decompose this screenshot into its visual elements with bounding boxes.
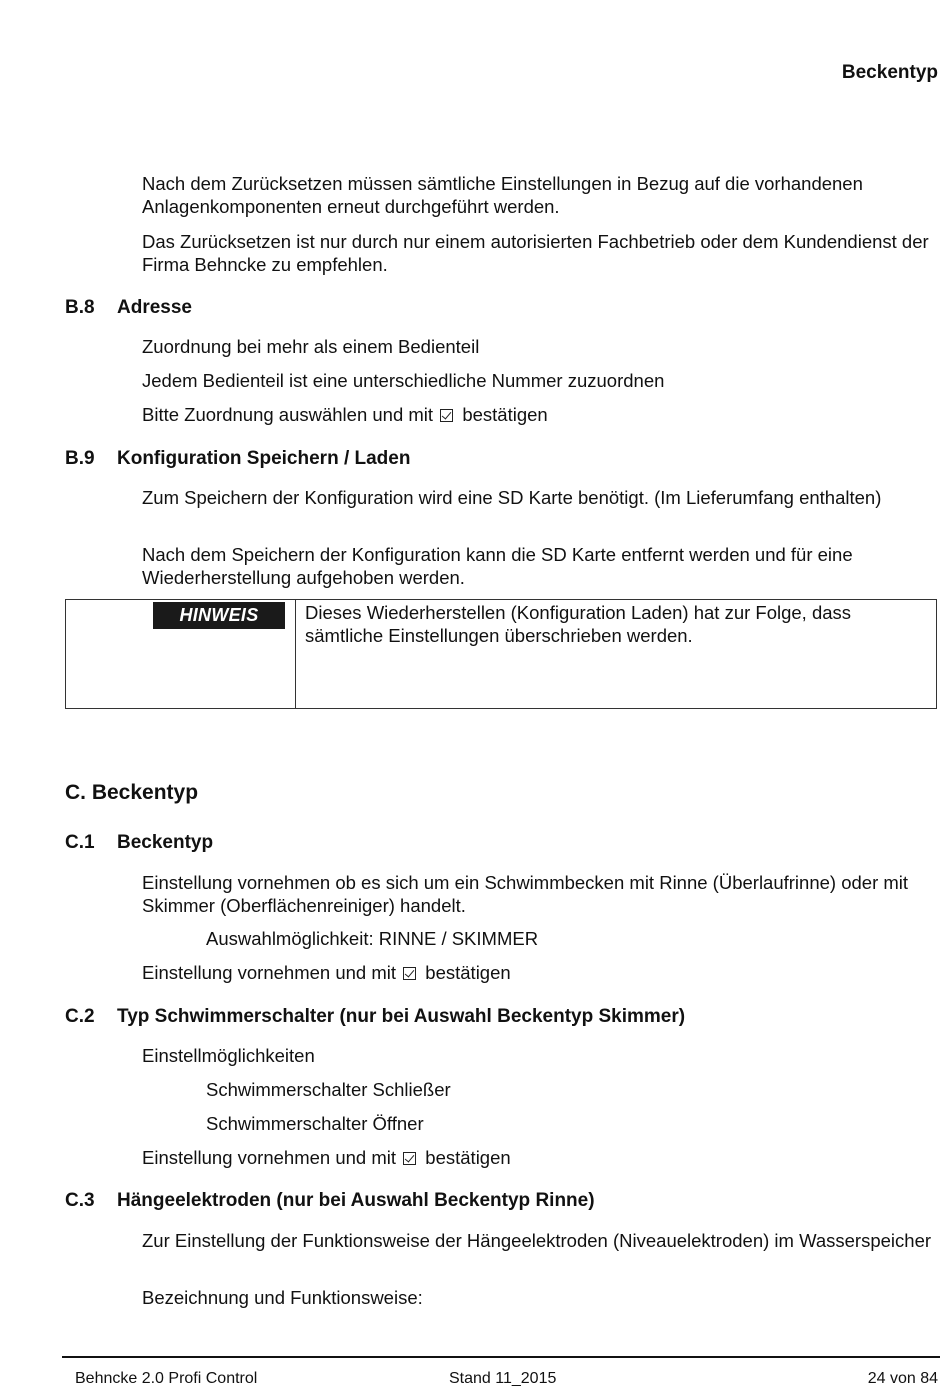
- b8-confirm-text: Bitte Zuordnung auswählen und mit: [142, 404, 434, 425]
- section-number-c2: C.2: [65, 1006, 95, 1027]
- chapter-title-c: C. Beckentyp: [65, 781, 199, 804]
- b8-paragraph-2: Jedem Bedienteil ist eine unterschiedliche Nummer zuzuordnen: [142, 370, 665, 391]
- b8-paragraph-1: Zuordnung bei mehr als einem Bedienteil: [142, 336, 480, 357]
- c1-confirm-text: Einstellung vornehmen und mit: [142, 962, 397, 983]
- hinweis-divider: [295, 600, 296, 708]
- section-title-b8: Adresse: [117, 297, 192, 318]
- c2-confirm-text: Einstellung vornehmen und mit: [142, 1147, 397, 1168]
- footer-divider: [62, 1356, 940, 1358]
- hinweis-label: HINWEIS: [153, 602, 285, 629]
- c1-confirm: [142, 961, 932, 984]
- checkbox-icon: [440, 409, 453, 422]
- footer-date: Stand 11_2015: [449, 1370, 557, 1387]
- footer-product: Behncke 2.0 Profi Control: [75, 1370, 258, 1387]
- intro-paragraph-1: Nach dem Zurücksetzen müssen sämtliche Einstellungen in Bezug auf die vorhandenen Anlagenkomponenten erneut durchgeführt werden.: [142, 173, 863, 217]
- section-number-b9: B.9: [65, 448, 95, 469]
- checkbox-icon: [403, 1152, 416, 1165]
- section-title-c2: Typ Schwimmerschalter (nur bei Auswahl Beckentyp Skimmer): [117, 1006, 686, 1027]
- b8-confirm-word: bestätigen: [462, 404, 548, 425]
- c2-option-2: Schwimmerschalter Öffner: [206, 1113, 424, 1134]
- c2-option-1: Schwimmerschalter Schließer: [206, 1079, 451, 1100]
- c2-confirm: [142, 1146, 932, 1169]
- intro-paragraph-2: Das Zurücksetzen ist nur durch nur einem autorisierten Fachbetrieb oder dem Kundendienst der Firma Behncke zu empfehlen.: [142, 231, 929, 275]
- hinweis-notice-box: [65, 599, 937, 709]
- section-title-c1: Beckentyp: [117, 832, 214, 853]
- hinweis-text: Dieses Wiederherstellen (Konfiguration Laden) hat zur Folge, dass sämtliche Einstellungen überschrieben werden.: [305, 602, 852, 646]
- section-title-b9: Konfiguration Speichern / Laden: [117, 448, 411, 469]
- section-number-c1: C.1: [65, 832, 95, 853]
- c1-option-text: Auswahlmöglichkeit: RINNE / SKIMMER: [206, 928, 539, 949]
- section-title-c3: Hängeelektroden (nur bei Auswahl Beckentyp Rinne): [117, 1190, 595, 1211]
- c2-paragraph-1: Einstellmöglichkeiten: [142, 1045, 315, 1066]
- page-header-title: Beckentyp: [841, 62, 938, 83]
- c1-confirm-word: bestätigen: [425, 962, 511, 983]
- c3-paragraph-2: Bezeichnung und Funktionsweise:: [142, 1287, 423, 1308]
- c3-paragraph-1: Zur Einstellung der Funktionsweise der Hängeelektroden (Niveauelektroden) im Wasserspeicher: [142, 1230, 932, 1251]
- c2-confirm-word: bestätigen: [425, 1147, 511, 1168]
- b8-paragraph-3: [142, 403, 932, 426]
- footer-page-number: 24 von 84: [867, 1370, 938, 1387]
- b9-paragraph-1: Zum Speichern der Konfiguration wird eine SD Karte benötigt. (Im Lieferumfang enthalten): [142, 487, 882, 508]
- c1-paragraph-1: Einstellung vornehmen ob es sich um ein Schwimmbecken mit Rinne (Überlaufrinne) oder mit Skimmer (Oberflächenreiniger) handelt.: [142, 872, 909, 916]
- section-number-c3: C.3: [65, 1190, 95, 1211]
- section-number-b8: B.8: [65, 297, 95, 318]
- b9-paragraph-2: Nach dem Speichern der Konfiguration kann die SD Karte entfernt werden und für eine Wiederherstellung aufgehoben werden.: [142, 544, 853, 588]
- checkbox-icon: [403, 967, 416, 980]
